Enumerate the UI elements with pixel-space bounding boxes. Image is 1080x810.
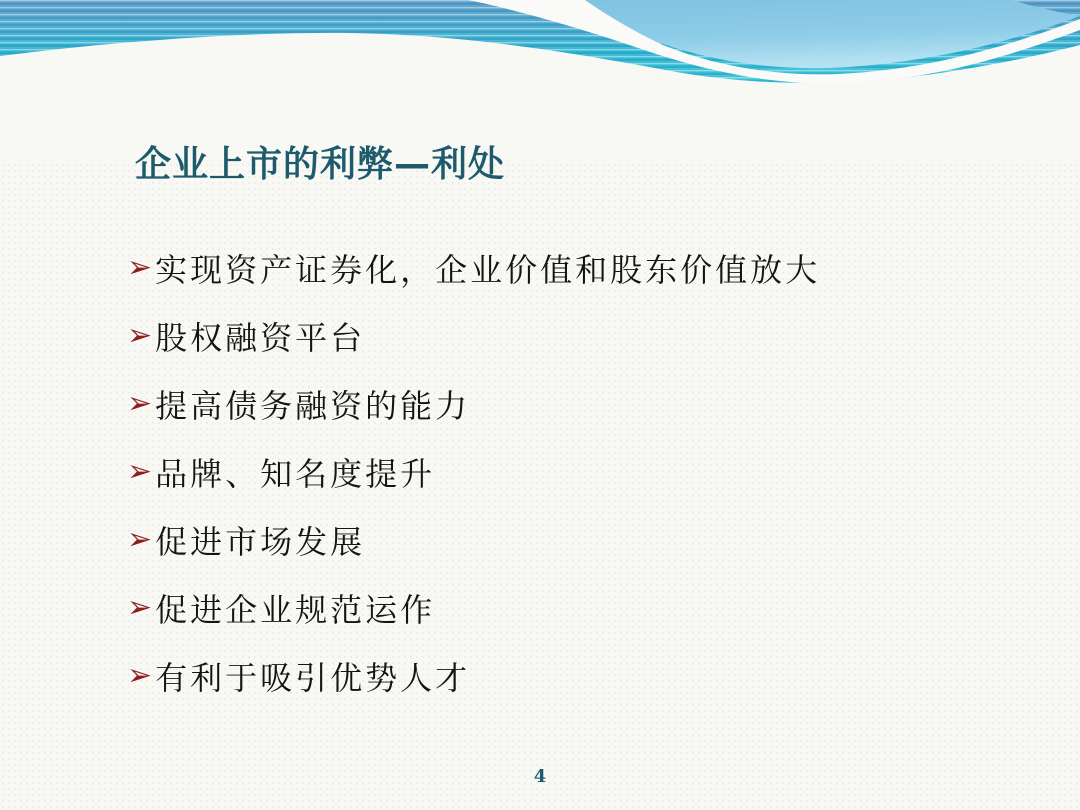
bullet-item bbox=[127, 234, 820, 302]
bullet-text: 股权融资平台 bbox=[155, 319, 366, 357]
page-number: 4 bbox=[533, 766, 547, 787]
bullet-item bbox=[127, 642, 820, 710]
arrow-bullet-icon: ➢ bbox=[127, 386, 153, 421]
arrow-bullet-icon: ➢ bbox=[127, 250, 153, 285]
arrow-bullet-icon: ➢ bbox=[127, 522, 153, 557]
bullet-item bbox=[127, 574, 820, 642]
arrow-bullet-icon: ➢ bbox=[127, 590, 153, 625]
bullet-text: 实现资产证券化，企业价值和股东价值放大 bbox=[155, 251, 821, 289]
bullet-item bbox=[127, 370, 820, 438]
bullet-item bbox=[127, 302, 820, 370]
slide-title: 企业上市的利弊—利处 bbox=[135, 144, 506, 185]
bullet-text: 提高债务融资的能力 bbox=[155, 387, 471, 425]
bullet-list bbox=[127, 234, 820, 710]
arrow-bullet-icon: ➢ bbox=[127, 454, 153, 489]
bullet-text: 促进市场发展 bbox=[155, 523, 366, 561]
bullet-item bbox=[127, 506, 820, 574]
bullet-text: 有利于吸引优势人才 bbox=[155, 659, 471, 697]
arrow-bullet-icon: ➢ bbox=[127, 658, 153, 693]
bullet-item bbox=[127, 438, 820, 506]
bullet-text: 品牌、知名度提升 bbox=[155, 455, 436, 493]
bullet-text: 促进企业规范运作 bbox=[155, 591, 436, 629]
arrow-bullet-icon: ➢ bbox=[127, 318, 153, 353]
